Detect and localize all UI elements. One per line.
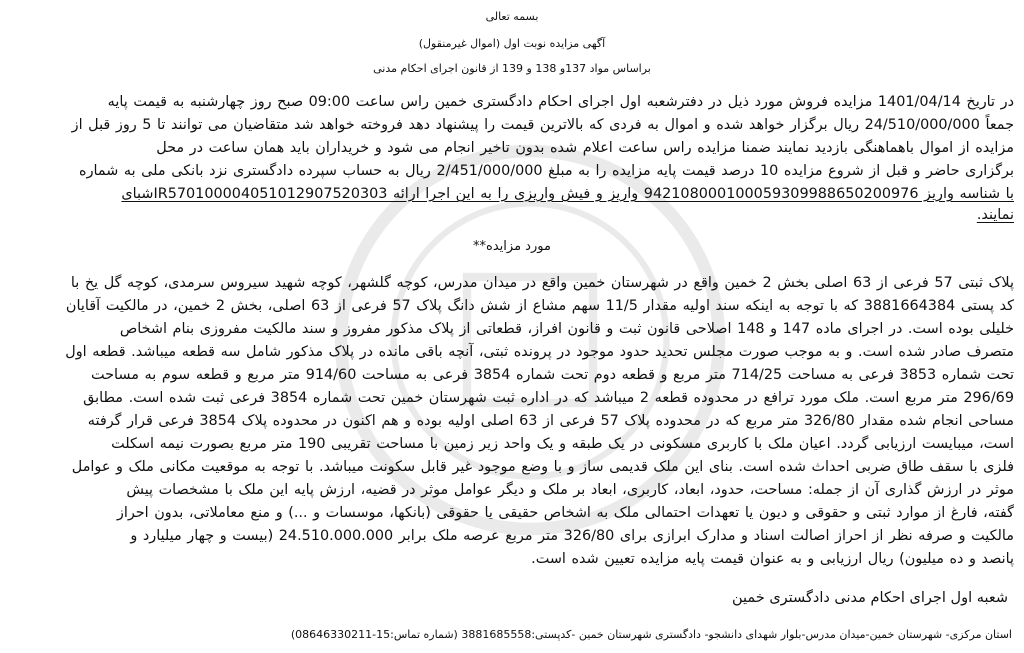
intro-line: در تاریخ 1401/04/14 مزایده فروش مورد ذیل در دفترشعبه اول اجرای احکام دادگستری خمین راس ساعت 09:00 صبح روز چهارشنبه به قیمت پایه	[107, 94, 1014, 110]
auction-item-heading: مورد مزایده**	[473, 239, 551, 254]
issuer-signature: شعبه اول اجرای احکام مدنی دادگستری خمین	[731, 590, 1008, 606]
body-line: مالکیت و صرفه نظر از احراز اصالت اسناد و مدارک ابرازی برای 326/80 متر مربع عرصه ملک برابر 24.510.000.000 (بیست و چهار میلیارد و	[130, 528, 1014, 544]
body-line: 296/69 متر مربع است. ملک مورد ترافع در محدوده قطعه 2 میباشد که در اداره ثبت شهرستان خمین تحت شماره 3854 فرعی ثبت شده است. مطابق	[83, 390, 1014, 406]
intro-line: برگزاری حاضر و قبل از شروع مزایده 10 درصد قیمت پایه مزایده را به مبلغ 2/451/000/000 ریال به حساب سپرده دادگستری نزد بانکی ملی به شماره	[79, 163, 1014, 179]
body-line: است، میبایست ارزیابی گردد. اعیان ملک با کاربری مسکونی در یک طبقه و یک واحد زیر زمین با مساحت تقریبی 190 متر مربع بصورت نیمه اسکلت	[111, 436, 1014, 452]
legal-basis-line: براساس مواد 137و 138 و 139 از قانون اجرای احکام مدنی	[373, 62, 651, 75]
body-line: تحت شماره 3853 فرعی به مساحت 714/25 متر مربع و قطعه دوم تحت شماره 3854 فرعی به مساحت 914/60 متر مربع و قطعه سوم به مساحت	[91, 367, 1014, 383]
body-line: پانصد و ده میلیون) ریال ارزیابی و به عنوان قیمت پایه مزایده تعیین شده است.	[531, 551, 1014, 567]
body-line: فلزی با سقف طاق ضربی احداث شده است. بنای این ملک قدیمی ساز و با وضع موجود غیر قابل سکونت میباشد. با توجه به موقعیت مکانی ملک و عوامل	[71, 459, 1014, 475]
body-line: کد پستی 3881664384 که با توجه به اینکه سند اولیه مقدار 11/5 سهم مشاع از شش دانگ پلاک 57 فرعی از 63 اصلی، بخش 2 خمین، در مالکیت آقایان	[65, 298, 1014, 314]
invocation-heading: بسمه تعالی	[485, 10, 539, 23]
body-line: موثر در ارزش گذاری آن از جمله: مساحت، حدود، ابعاد، کاربری، ابعاد بر ملک و دیگر عوامل موثر در قضیه، ارزش پایه این ملک با مشخصات پیش	[126, 482, 1014, 498]
body-line: متصرف صادر شده است. و به موجب صورت مجلس تحدید حدود موجود در پرونده ثبتی، آنچه باقی مانده در پلاک مذکور شامل سه قطعه میباشد. قطعه اول	[65, 344, 1014, 360]
intro-line: مزایده از اموال باهماهنگی بازدید نمایند ضمنا مزایده راس ساعت اعلام شده بدون تاخیر انجام می شود و خریداران باید همان ساعت در محل	[156, 140, 1014, 156]
body-line: خلیلی بوده است. در اجرای ماده 147 و 148 اصلاحی قانون ثبت و قانون افراز، قطعاتی از پلاک مذکور مفروز و سند مالکیت مفروزی بنام اشخاص	[119, 321, 1014, 337]
contact-address: استان مرکزی- شهرستان خمین-میدان مدرس-بلوار شهدای دانشجو- دادگستری شهرستان خمین -کدپستی:3881685558 (شماره تماس:15-08646330211)	[290, 628, 1012, 641]
intro-line: جمعاً 24/510/000/000 ریال برگزار خواهد شده و اموال به فردی که بالاترین قیمت را پیشنهاد دهد فروخته خواهد شد متقاضیان می توانند تا 5 روز قبل از	[71, 117, 1014, 133]
body-line: پلاک ثبتی 57 فرعی از 63 اصلی بخش 2 خمین واقع در شهرستان خمین واقع در میدان مدرس، کوچه گلشهر، کوچه شهید سیروس سرمدی، کوچه گل یخ با	[70, 275, 1014, 291]
intro-line: نمایند.	[976, 207, 1014, 223]
body-line: مساحی انجام شده مقدار 326/80 متر مربع که در محدوده پلاک 57 فرعی از 63 اصلی اولیه بوده و هم اکنون در محدوده پلاک 3854 فرعی قرار گرفته	[87, 413, 1014, 429]
intro-line-payment: با شناسه واریز 942108000100059309988650200976 واریز و فیش واریزی را به این اجرا ارائه IR570100004051012907520303شبای	[121, 186, 1014, 202]
body-line: گفته، فارغ از موارد ثبتی و حقوقی و دیون یا تعهدات احتمالی ملک به اشخاص حقیقی یا حقوقی (بانکها، موسسات و ...) و منع معاملاتی، بدون احراز	[116, 505, 1014, 521]
notice-title: آگهی مزایده نوبت اول (اموال غیرمنقول)	[418, 37, 606, 50]
